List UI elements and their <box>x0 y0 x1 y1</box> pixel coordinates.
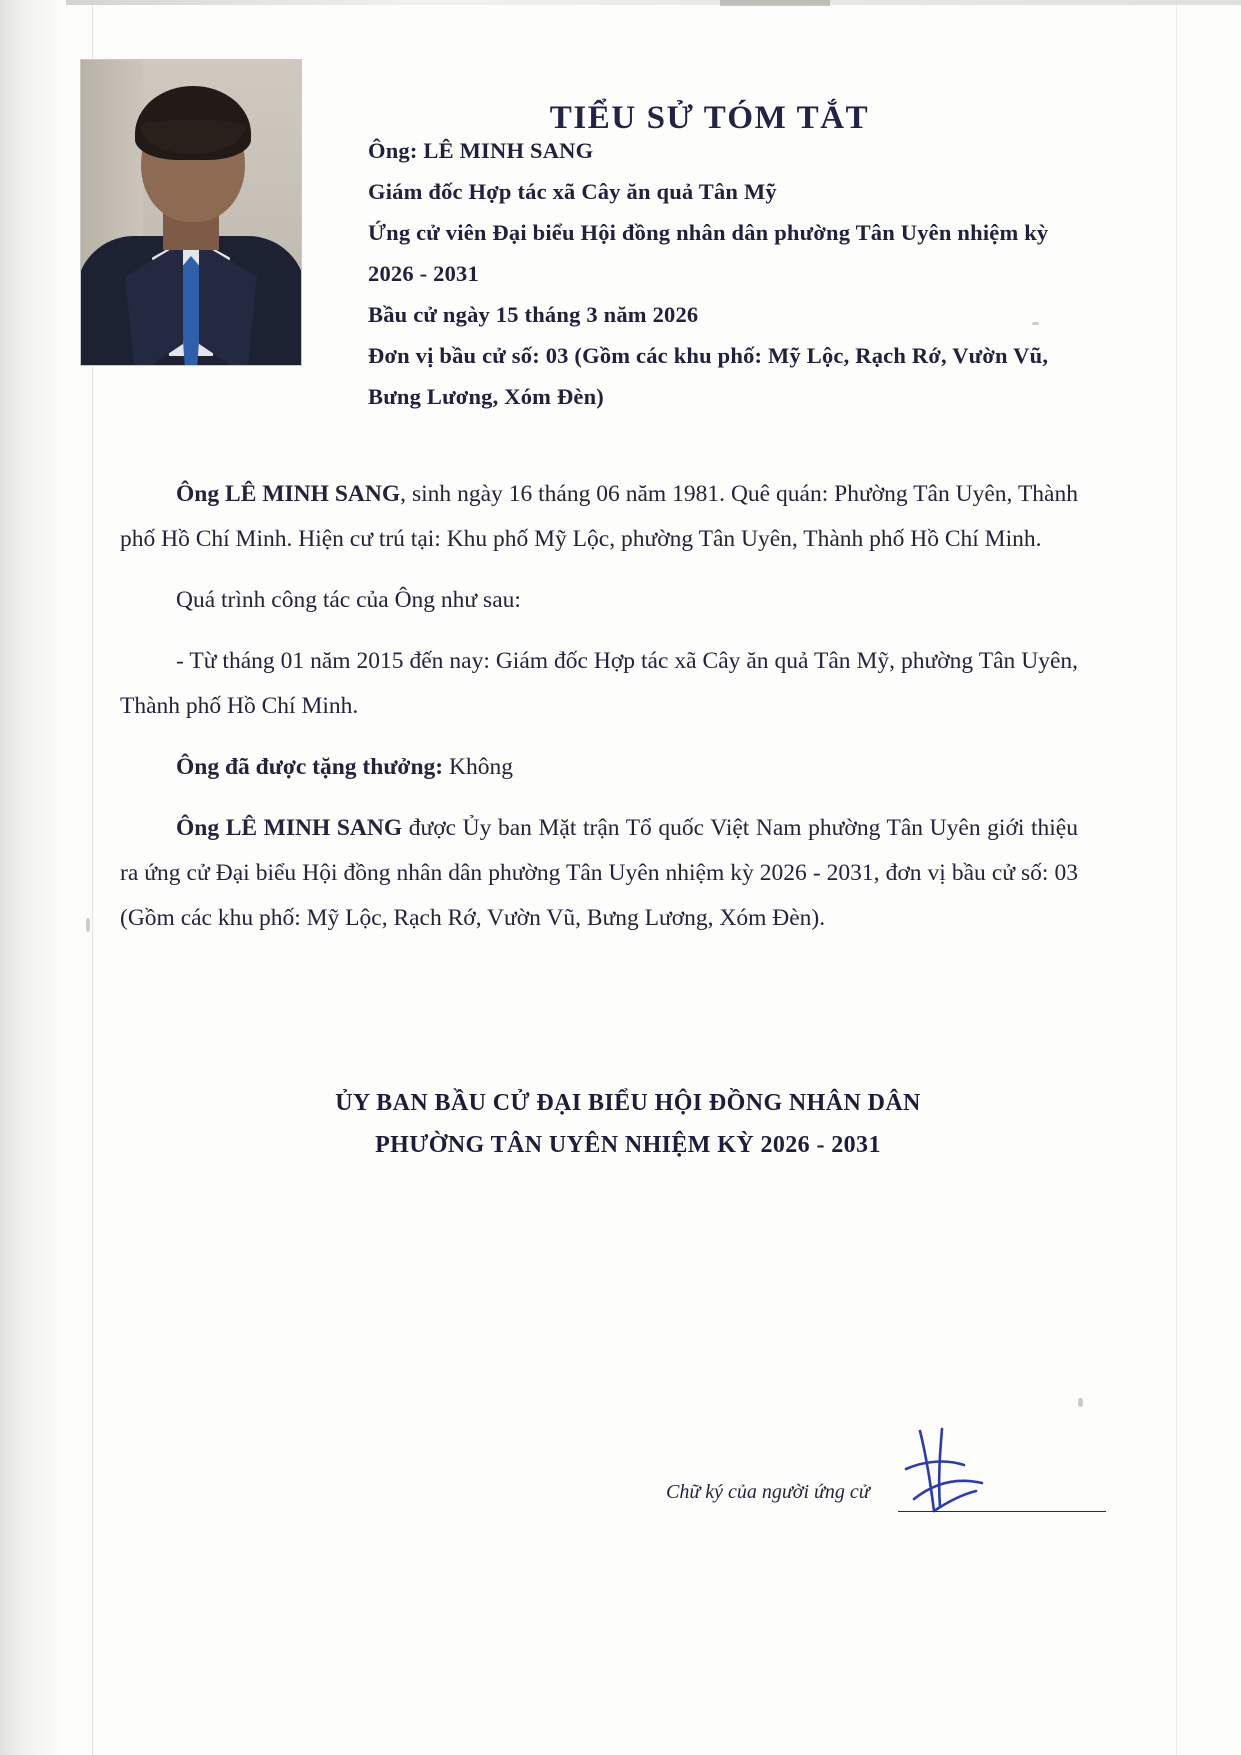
paragraph-awards-text: Không <box>443 754 513 780</box>
signature-mark <box>890 1425 1010 1521</box>
paragraph-nomination-text: được Ủy ban Mặt trận Tổ quốc Việt Nam phường Tân Uyên giới thiệu ra ứng cử Đại biểu Hội đồng nhân dân phường Tân Uyên nhiệm kỳ 2026 - 2031, đơn vị bầu cử số: 03 (Gồm các khu phố: Mỹ Lộc, Rạch Rớ, Vườn Vũ, Bưng Lương, Xóm Đèn). <box>120 815 1078 931</box>
paragraph-career-intro-text: Quá trình công tác của Ông như sau: <box>176 587 521 613</box>
paragraph-nomination <box>120 806 1078 941</box>
portrait-hair <box>135 86 251 160</box>
paragraph-biography-lead: Ông LÊ MINH SANG <box>176 481 401 507</box>
issuing-authority <box>198 1082 1058 1166</box>
paragraph-awards-lead: Ông đã được tặng thưởng: <box>176 754 444 780</box>
candidate-position-line: Giám đốc Hợp tác xã Cây ăn quả Tân Mỹ <box>368 179 777 204</box>
paragraph-biography <box>120 472 1078 562</box>
candidate-header-block <box>368 130 1068 417</box>
issuing-authority-line-2: PHƯỜNG TÂN UYÊN NHIỆM KỲ 2026 - 2031 <box>375 1132 881 1158</box>
biography-body <box>120 472 1078 957</box>
candidate-name-line: Ông: LÊ MINH SANG <box>368 138 594 163</box>
paragraph-nomination-lead: Ông LÊ MINH SANG <box>176 815 403 841</box>
page-title: TIỂU SỬ TÓM TẮT <box>549 100 870 137</box>
candidate-nomination-line: Ứng cử viên Đại biểu Hội đồng nhân dân phường Tân Uyên nhiệm kỳ 2026 - 2031 <box>368 220 1055 286</box>
constituency-line: Đơn vị bầu cử số: 03 (Gồm các khu phố: Mỹ Lộc, Rạch Rớ, Vườn Vũ, Bưng Lương, Xóm Đèn) <box>368 343 1054 409</box>
signature-line <box>898 1511 1106 1512</box>
election-date-line: Bầu cử ngày 15 tháng 3 năm 2026 <box>368 302 699 327</box>
signature-label: Chữ ký của người ứng cử <box>666 1481 870 1503</box>
photo-background <box>81 60 301 365</box>
paragraph-career-intro <box>120 578 1078 623</box>
paragraph-career-item-1 <box>120 639 1078 729</box>
scan-left-edge-shadow <box>0 0 66 1755</box>
paragraph-biography-text: , sinh ngày 16 tháng 06 năm 1981. Quê quán: Phường Tân Uyên, Thành phố Hồ Chí Minh. Hiện cư trú tại: Khu phố Mỹ Lộc, phường Tân Uyên, Thành phố Hồ Chí Minh. <box>120 481 1078 552</box>
candidate-photo <box>80 59 302 366</box>
paragraph-awards <box>120 745 1078 790</box>
issuing-authority-line-1: ỦY BAN BẦU CỬ ĐẠI BIỂU HỘI ĐỒNG NHÂN DÂN <box>335 1090 921 1116</box>
paragraph-career-item-1-text: - Từ tháng 01 năm 2015 đến nay: Giám đốc Hợp tác xã Cây ăn quả Tân Mỹ, phường Tân Uyên, Thành phố Hồ Chí Minh. <box>120 648 1078 719</box>
document-content <box>78 0 1241 1755</box>
